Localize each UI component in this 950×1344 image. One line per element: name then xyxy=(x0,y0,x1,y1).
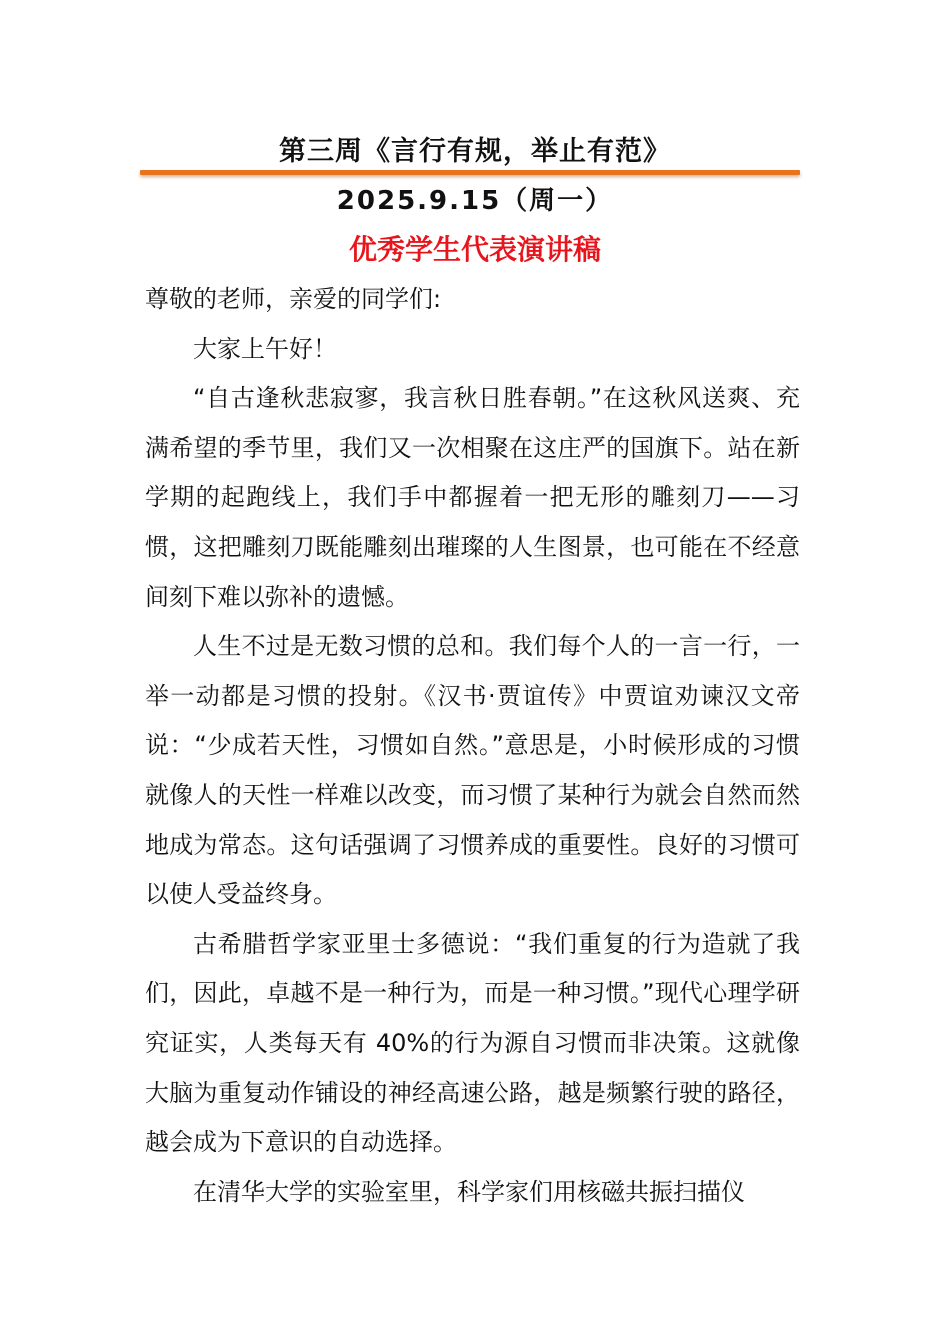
speech-body xyxy=(145,275,800,1217)
paragraph-autumn: “自古逢秋悲寂寥，我言秋日胜春朝。”在这秋风送爽、充满希望的季节里，我们又一次相聚在这庄严的国旗下。站在新学期的起跑线上，我们手中都握着一把无形的雕刻刀——习惯，这把雕刻刀既能雕刻出璀璨的人生图景，也可能在不经意间刻下难以弥补的遗憾。 xyxy=(145,384,800,611)
document-title: 第三周《言行有规，举止有范》 xyxy=(279,136,671,167)
title-underline-rule xyxy=(140,170,800,175)
salutation: 尊敬的老师，亲爱的同学们: xyxy=(145,285,442,313)
paragraph-habits: 人生不过是无数习惯的总和。我们每个人的一言一行，一举一动都是习惯的投射。《汉书·贾谊传》中贾谊劝谏汉文帝说：“少成若天性，习惯如自然。”意思是，小时候形成的习惯就像人的天性一样难以改变，而习惯了某种行为就会自然而然地成为常态。这句话强调了习惯养成的重要性。良好的习惯可以使人受益终身。 xyxy=(145,632,800,909)
paragraph-greeting: 大家上午好！ xyxy=(193,334,337,363)
paragraph-tsinghua: 在清华大学的实验室里，科学家们用核磁共振扫描仪 xyxy=(193,1177,745,1206)
paragraph-aristotle: 古希腊哲学家亚里士多德说：“我们重复的行为造就了我们，因此，卓越不是一种行为，而是一种习惯。”现代心理学研究证实，人类每天有 40%的行为源自习惯而非决策。这就像大脑为重复动作铺设的神经高速公路，越是频繁行驶的路径，越会成为下意识的自动选择。 xyxy=(145,929,800,1157)
document-subtitle: 优秀学生代表演讲稿 xyxy=(348,233,601,266)
document-date: 2025.9.15（周一） xyxy=(336,186,614,216)
